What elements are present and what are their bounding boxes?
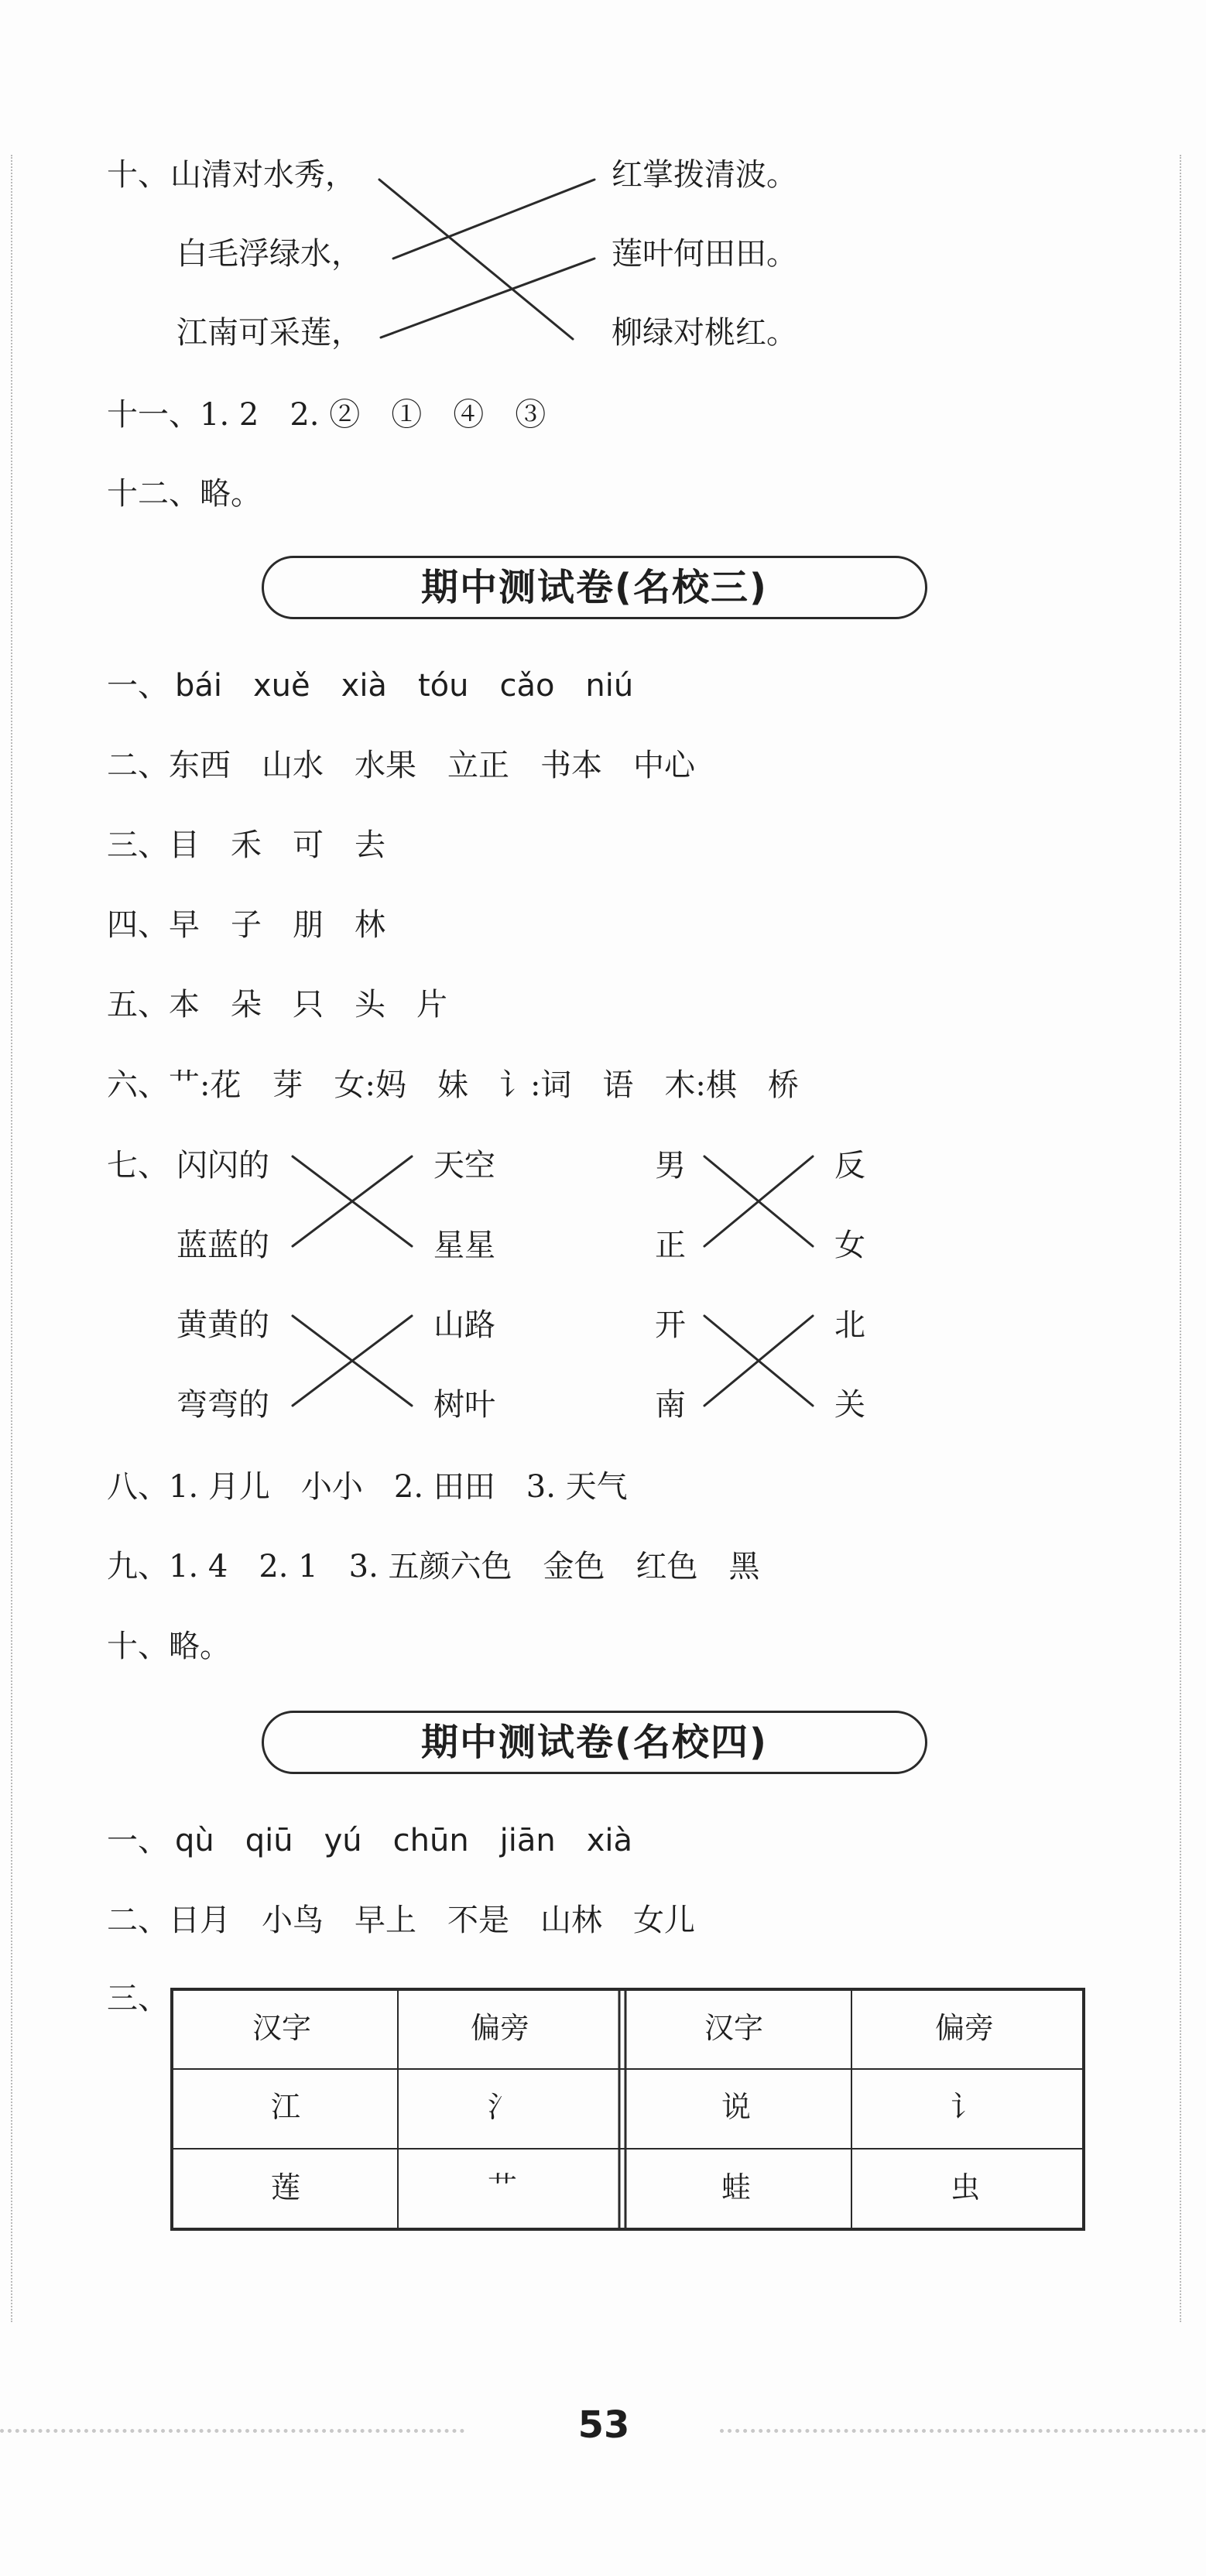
match-right-fan: 反 — [834, 1148, 865, 1184]
poem-right-3: 柳绿对桃红。 — [612, 315, 797, 351]
table-cell-radical-speech: 讠 — [951, 2090, 981, 2124]
footer-right-rule — [720, 2429, 1206, 2433]
s3-item-one-label: 一、 — [107, 668, 169, 704]
s3-item-two: 二、东西 山水 水果 立正 书本 中心 — [107, 748, 695, 783]
match-left-shanshan: 闪闪的 — [176, 1148, 269, 1184]
table-cell-jiang: 江 — [271, 2090, 301, 2124]
s3-item-one-pinyin: bái xuě xià tóu cǎo niú — [175, 668, 634, 704]
s3-item-five: 五、本 朵 只 头 片 — [107, 987, 447, 1023]
table-header-hanzi-1: 汉字 — [252, 2011, 312, 2045]
match-right-bei: 北 — [834, 1307, 865, 1343]
table-border — [172, 1989, 1084, 2229]
poem-link-2 — [393, 180, 594, 259]
match-right-guan: 关 — [834, 1387, 865, 1423]
table-header-pianpang-2: 偏旁 — [935, 2011, 995, 2045]
match-right-shanlu: 山路 — [433, 1307, 495, 1343]
match-left-kai: 开 — [655, 1307, 686, 1343]
s3-item-seven-label: 七、 — [107, 1148, 169, 1184]
table-cell-wa: 蛙 — [721, 2170, 752, 2204]
page-number: 53 — [577, 2403, 630, 2447]
s3-item-four: 四、早 子 朋 林 — [107, 907, 385, 943]
match-left-nan: 男 — [655, 1148, 686, 1184]
s4-item-two: 二、日月 小鸟 早上 不是 山林 女儿 — [107, 1903, 695, 1938]
s4-item-three-label: 三、 — [107, 1981, 169, 2016]
s3-item-six: 六、艹:花 芽 女:妈 妹 讠:词 语 木:棋 桥 — [107, 1067, 799, 1103]
match-right-tiankong: 天空 — [433, 1148, 495, 1184]
match-right-shuye: 树叶 — [433, 1387, 495, 1423]
table-header-pianpang-1: 偏旁 — [471, 2011, 530, 2045]
item-eleven: 十一、1. 2 2. ② ① ④ ③ — [107, 397, 546, 433]
poem-link-1 — [379, 180, 573, 339]
poem-right-2: 莲叶何田田。 — [612, 236, 797, 272]
match-left-wanwan: 弯弯的 — [176, 1387, 269, 1423]
poem-right-1: 红掌拨清波。 — [612, 157, 797, 193]
match-right-nv: 女 — [834, 1228, 865, 1263]
footer-left-rule — [0, 2429, 464, 2433]
table-cell-radical-water: 氵 — [488, 2090, 518, 2124]
s3-item-nine: 九、1. 4 2. 1 3. 五颜六色 金色 红色 黑 — [107, 1549, 760, 1584]
s4-item-one-pinyin: qù qiū yú chūn jiān xià — [175, 1823, 633, 1858]
table-header-hanzi-2: 汉字 — [704, 2011, 764, 2045]
poem-left-3: 江南可采莲， — [176, 315, 362, 351]
item-ten-label: 十、 — [107, 157, 169, 193]
match-right-xingxing: 星星 — [433, 1228, 495, 1263]
table-cell-lian: 莲 — [271, 2170, 301, 2204]
section-three-title: 期中测试卷(名校三) — [262, 556, 927, 619]
section-four-title: 期中测试卷(名校四) — [262, 1711, 927, 1774]
match-left-nan2: 南 — [655, 1387, 686, 1423]
item-twelve: 十二、略。 — [107, 476, 262, 512]
s3-item-ten: 十、略。 — [107, 1629, 231, 1664]
match-left-lanlan: 蓝蓝的 — [176, 1228, 269, 1263]
table-cell-radical-grass: 艹 — [488, 2170, 518, 2204]
table-cell-shuo: 说 — [721, 2090, 752, 2124]
poem-left-2: 白毛浮绿水， — [176, 236, 362, 272]
poem-left-1: 山清对水秀， — [170, 157, 356, 193]
match-left-huanghuang: 黄黄的 — [176, 1307, 269, 1343]
s3-item-eight: 八、1. 月儿 小小 2. 田田 3. 天气 — [107, 1469, 628, 1505]
s3-item-three: 三、目 禾 可 去 — [107, 827, 385, 863]
table-cell-radical-insect: 虫 — [951, 2170, 981, 2204]
match-left-zheng: 正 — [655, 1228, 686, 1263]
s4-item-one-label: 一、 — [107, 1823, 169, 1858]
